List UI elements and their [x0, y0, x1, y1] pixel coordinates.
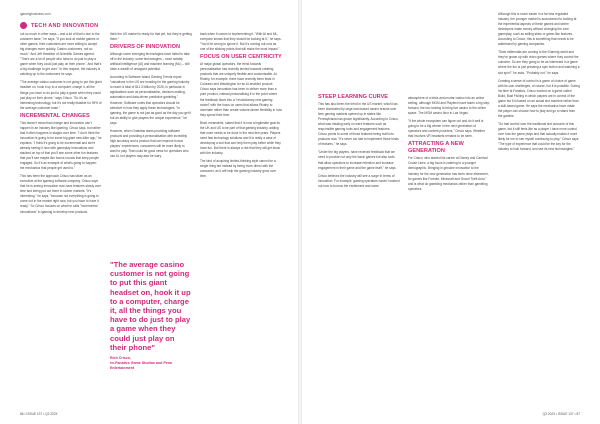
column-4-paragraph: This has also been the trend in the US market, which has been dominated by large land-based casino brands over time gaming markets opened up in states like Pennsylvania has grown significantly. According to Crisco, what was missing early on were features such as responsible gaming tools and engagement features. Crisco points to some of those features being built into products now. "It's never too late to implement those kinds of features," he says.	[318, 102, 399, 147]
column-2-paragraph: However, when Gratuitas starts providing software products and providing a personalisation with incredibly high accuracy and a product that can improve bonus players' experiences, consumers will be more likely to want to play. That could be good news for operators who use AI, but players may also be wary.	[110, 128, 189, 158]
column-2-paragraph: Although some emerging technologies have failed to take off in the industry, some technologies – most notably artificial intelligence (AI) and machine learning (ML) – still have a wealth of untapped potential.	[110, 52, 190, 72]
footer-right-folio: Q3 2023 • ISSUE 137 • 87	[542, 412, 580, 416]
column-5-paragraph: "If the whole ecosystem can figure out and do it well is going to be a big winner in the next generation of operators and content providers," Crisco says. Whether that involves VR headsets remains to be seen.	[408, 119, 486, 139]
column-4	[318, 92, 400, 189]
column-3	[200, 32, 282, 179]
section-label: TECH AND INNOVATION	[31, 22, 99, 29]
column-6-paragraph: Creating a sense of control is a game of choice of game with its own challenges, of course, but it is possible. During his time at Fanatics, Crisco worked on a game called Build, Bust Fishing in which players are in control of the game but it is based on an actual slot machine rather than a skill-based game. He says the mechanics have made the player can choose how to play and go to stand from the gamble.	[498, 78, 580, 118]
subheading-steep-learning-curve: STEEP LEARNING CURVE	[318, 94, 389, 100]
site-url: igamingbusiness.com	[20, 12, 51, 16]
column-5-paragraph: For Crisco, who started his career at Disney and Carnival Cruise Lines, a big focus is catering to a younger demographic. Bringing in genuine innovation to the industry for the new generation has been done elsewhere, for games like Fortnite, Minecraft and Grand Theft Auto," and is what do gambling mechanics rather than gambling operators.	[408, 156, 489, 191]
column-3-paragraph: The kind of acquiring limited-thinking style cannot be a single thing but instead by being more direct with the consumer, as it will help the gaming industry grow over time.	[200, 159, 277, 179]
pull-quote-role: ex-Fanatics Game Studios and Penn Entertainment	[110, 360, 173, 370]
column-6-paragraph: "So that control over the traditional slot outcome of this game, but it still feels like as a player I have more control over how the game plays and that actually makes it more likely for me to see myself continuing to play," Crisco says. "The type of experience that could be the key for the industry to look forward, and see its new technologies."	[498, 121, 580, 152]
footer-left-folio: 86 • ISSUE 137 • Q3 2023	[20, 412, 58, 416]
column-2	[110, 32, 192, 159]
column-4-paragraph: "Under the big players, have received feedback that we need to provide not only the basic games but also tools that allow operators to increase retention and increase engagement in their game and the game itself," he says.	[318, 150, 397, 170]
section-dot-icon	[20, 22, 27, 29]
column-2-paragraph: According to Software Island Gaming Trends report, "valuations in the US are heading for the gaming industry to reach a total of $11.3 billion by 2026, in particular in applications such as personalisation, decision-making, automation and data-driven predictive gambling." However, Software notes that operators should be selective in how they apply these technologies. "In igaming, the game is not just as good as the day you get it but an ability to give players the unique experience," he says.	[110, 75, 192, 125]
subheading-drivers-of-innovation: DRIVERS OF INNOVATION	[110, 44, 181, 51]
subheading-focus-on-user-centricity: FOCUS ON USER CENTRICITY	[200, 54, 282, 61]
page-gutter	[298, 0, 302, 424]
column-4-paragraph: Crisco believes the industry will see a surge in terms of innovation. For example, gaming operators haven't worked out how to borrow the excitement and some	[318, 173, 400, 188]
column-2-paragraph: think the US market is ready for that yet, but they're getting there."	[110, 32, 192, 42]
subheading-incremental-changes: INCREMENTAL CHANGES	[20, 112, 90, 119]
section-header	[20, 22, 98, 29]
column-6	[498, 12, 580, 152]
column-1-paragraph: This has been the approach Crisco has taken as an executive at the igaming software company. Crisco says that he is seeing innovation now have features slowly over time and being put out there in slower markets. "It's interesting," he says, "because not everything is going to come out in the market right now, but you have to have it ready." So Crisco focuses on what he calls "incremental innovations" in igaming to develop new products.	[20, 174, 102, 214]
column-1-paragraph: not so much in other ways – and a lot of that is due to the customer base," he says. "If you look at mobile games or other games, their customers are more willing to accept big changes more quickly. Casino customers, not so much." And Jeff Hamilton of Scientific Games agreed: "There are a lot of people who have to do just to play a game when they could just play on their phone." And that's a big challenge to get over." In this respect, the industry is catching up to the customers he says.	[20, 32, 102, 77]
column-6-paragraph: "Slots millennials are coming to the iGaming world and they've grown up with video games where they control the outcome. So are they going to be as interested in a game where the fun is just pressing a spin button and watching a slot spin?" he asks. "Probably not," he says.	[498, 50, 580, 75]
column-3-paragraph: Bratt, meanwhile, stated that it is now a legitimate goal for the UK and US to be part of that gaming industry, adding that more needs to be done in the next few years. Players need fast technology solutions and it is really a case of developing a tool that can help them play better while they have fun. But there is always a risk that they will get stuck with the industry.	[200, 120, 281, 155]
pull-quote-text: "The average casino customer is not going to put this giant headset on, hook it up to a computer, charge it, all the things you have to do just to play a game when they could just play on their phone"	[110, 260, 191, 352]
column-1-paragraph: "The average casino customer is not going to put this giant headset on, hook it up to a computer, charge it, all the things you have to do just to play a game when they could just play on their phone," says Crisco. "So it's an interesting technology, but it's not really feasible for 99% of the average customer base."	[20, 80, 102, 110]
column-5-paragraph: atmosphere of a brick-and-mortar casino into an online setting, although MGM and Playtech have taken a big step forward, the two looking to bring live casino to the online space. The MGM casino floor in Las Vegas.	[408, 96, 490, 116]
column-3-paragraph: At major global operators, the trend towards personalisation has recently tended towards creating products that are uniquely flexible and customisable. At Rivalry, for example, there have recently been tests in Colorado and Washington for an AI-enabled product. Crisco says innovation has been to deliver more than a pure product, instead personalising it to the point where the feedback flows into a "revolutionary new gaming model" with the focus on users that allows Rivalry to dominate rather than create volume-driven flexibility in how they spend their time.	[200, 62, 282, 117]
pull-quote-author: Rich Crisco,	[110, 356, 131, 361]
column-6-paragraph: Although this is much easier in a far less regulated industry, the younger market is accustomed to looking at the experiential aspects of these games and where developers make money without changing the core gameplay, such as selling skins or game-like features. According to Crisco, this is something that needs to be addressed by gaming companies.	[498, 12, 577, 47]
column-1	[20, 32, 102, 215]
column-1-paragraph: This doesn't mean that change and innovation can't happen in an industry like igaming, Crisco says, but rather that it often happens in stages over time. "I don't think the innovation is going to be some big giant new killer app," he explains. "I think it's going to be incremental and we're already seeing it now with gameplay innovations and stacked on top of that you'll see some other fun features that you'll see maybe like bonus rounds that keep people engaged. So it's an example of what's going to happen: the mechanics that people get used to."	[20, 120, 102, 171]
column-5	[408, 96, 490, 192]
subheading-attracting-a-new-generation: ATTRACTING A NEW GENERATION	[408, 141, 464, 155]
pull-quote-block	[110, 252, 192, 370]
column-3-paragraph: back when it comes to implementing it. "With AI and ML, everyone knows that they should be looking at it," he says. "You'd be wrong to ignore it. But it's coming out now as one of the sticking points that will make the most impact."	[200, 32, 282, 52]
